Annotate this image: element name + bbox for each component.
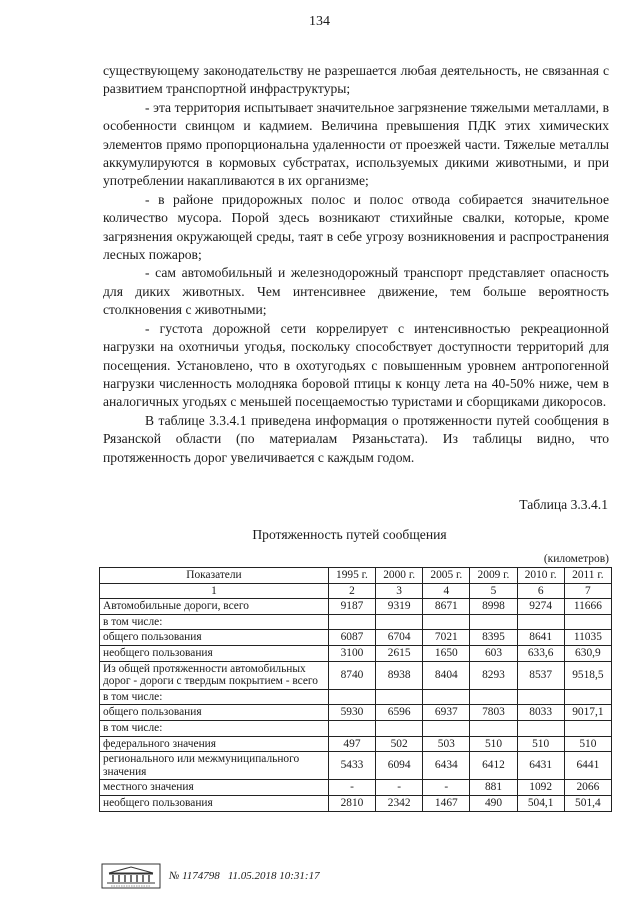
footer-doc-number: № 1174798: [169, 870, 220, 882]
value-cell: [517, 614, 564, 630]
value-cell: 633,6: [517, 645, 564, 661]
value-cell: 6441: [564, 752, 611, 780]
row-label-cell: общего пользования: [100, 705, 329, 721]
value-cell: 510: [470, 736, 517, 752]
table-row: [100, 645, 612, 661]
value-cell: 6704: [376, 630, 423, 646]
index-cell: 5: [470, 583, 517, 599]
value-cell: 490: [470, 795, 517, 811]
table-row: [100, 661, 612, 689]
value-cell: [517, 689, 564, 705]
value-cell: [470, 614, 517, 630]
value-cell: 9187: [328, 599, 375, 615]
value-cell: 6596: [376, 705, 423, 721]
row-label-cell: в том числе:: [100, 720, 329, 736]
table-row: [100, 752, 612, 780]
row-label-cell: местного значения: [100, 780, 329, 796]
footer-timestamp: 11.05.2018 10:31:17: [227, 870, 320, 882]
value-cell: 2810: [328, 795, 375, 811]
value-cell: [328, 689, 375, 705]
row-label-cell: регионального или межмуниципального значения: [100, 752, 329, 780]
value-cell: 8998: [470, 599, 517, 615]
row-label-cell: Из общей протяженности автомобильных дорог - дороги с твердым покрытием - всего: [100, 661, 329, 689]
table-row: [100, 736, 612, 752]
table-title: Протяженность путей сообщения: [252, 527, 447, 542]
value-cell: 6937: [423, 705, 470, 721]
value-cell: 497: [328, 736, 375, 752]
value-cell: 9319: [376, 599, 423, 615]
value-cell: [423, 720, 470, 736]
header-year: 2000 г.: [376, 568, 423, 584]
value-cell: 9017,1: [564, 705, 611, 721]
row-label-cell: необщего пользования: [100, 795, 329, 811]
row-label-cell: в том числе:: [100, 614, 329, 630]
table-row: [100, 720, 612, 736]
value-cell: 8641: [517, 630, 564, 646]
value-cell: 603: [470, 645, 517, 661]
header-indicator: Показатели: [100, 568, 329, 584]
header-year: 2009 г.: [470, 568, 517, 584]
value-cell: 503: [423, 736, 470, 752]
table-label: Таблица 3.3.4.1: [519, 497, 608, 512]
paragraph: - эта территория испытывает значительное загрязнение тяжелыми металлами, в особенности свинцом и кадмием. Величина превышения ПДК этих химических элементов прямо пропорциональна удаленности от проезжей части. Тяжелые металлы аккумулируются в кормовых субстратах, используемых дикими животными, и при употреблении накапливаются в их организме;: [103, 99, 609, 189]
header-year: 2010 г.: [517, 568, 564, 584]
row-label-cell: федерального значения: [100, 736, 329, 752]
value-cell: 510: [517, 736, 564, 752]
value-cell: 2342: [376, 795, 423, 811]
page-number: 134: [309, 14, 330, 29]
table-row: [100, 599, 612, 615]
value-cell: 9518,5: [564, 661, 611, 689]
value-cell: 9274: [517, 599, 564, 615]
value-cell: 3100: [328, 645, 375, 661]
row-label-cell: необщего пользования: [100, 645, 329, 661]
value-cell: 1092: [517, 780, 564, 796]
value-cell: 8033: [517, 705, 564, 721]
table-row: [100, 705, 612, 721]
index-cell: 2: [328, 583, 375, 599]
value-cell: [328, 614, 375, 630]
table-units: (километров): [543, 553, 609, 565]
value-cell: 8537: [517, 661, 564, 689]
index-cell: 3: [376, 583, 423, 599]
table-header-row: [100, 568, 612, 584]
value-cell: 8671: [423, 599, 470, 615]
value-cell: [328, 720, 375, 736]
paragraph: - сам автомобильный и железнодорожный транспорт представляет опасность для диких животных. Чем интенсивнее движение, тем больше вероятность столкновения с животными;: [103, 265, 609, 318]
value-cell: 2066: [564, 780, 611, 796]
value-cell: [423, 614, 470, 630]
value-cell: -: [376, 780, 423, 796]
value-cell: 6094: [376, 752, 423, 780]
value-cell: 11666: [564, 599, 611, 615]
value-cell: 7803: [470, 705, 517, 721]
value-cell: [517, 720, 564, 736]
index-cell: 4: [423, 583, 470, 599]
value-cell: -: [423, 780, 470, 796]
government-building-stamp-icon: [101, 863, 161, 889]
header-year: 2011 г.: [564, 568, 611, 584]
value-cell: 8404: [423, 661, 470, 689]
index-cell: 6: [517, 583, 564, 599]
value-cell: 8395: [470, 630, 517, 646]
value-cell: [423, 689, 470, 705]
header-year: 1995 г.: [328, 568, 375, 584]
value-cell: 2615: [376, 645, 423, 661]
value-cell: [564, 689, 611, 705]
row-label-cell: в том числе:: [100, 689, 329, 705]
table-row: [100, 795, 612, 811]
value-cell: 630,9: [564, 645, 611, 661]
value-cell: 6434: [423, 752, 470, 780]
value-cell: [376, 689, 423, 705]
value-cell: [376, 614, 423, 630]
value-cell: 881: [470, 780, 517, 796]
value-cell: 502: [376, 736, 423, 752]
table-index-row: [100, 583, 612, 599]
value-cell: 6412: [470, 752, 517, 780]
value-cell: 501,4: [564, 795, 611, 811]
table-row: [100, 689, 612, 705]
value-cell: [470, 720, 517, 736]
roads-length-table: [99, 567, 612, 812]
paragraph: - в районе придорожных полос и полос отвода собирается значительное количество мусора. Порой здесь возникают стихийные свалки, которые, кроме загрязнения окружающей среды, таят в себе угрозу возникновения и распространения лесных пожаров;: [103, 191, 609, 263]
value-cell: 504,1: [517, 795, 564, 811]
value-cell: 8740: [328, 661, 375, 689]
value-cell: [376, 720, 423, 736]
body-text: [103, 62, 609, 467]
table-row: [100, 630, 612, 646]
value-cell: 5433: [328, 752, 375, 780]
paragraph: - густота дорожной сети коррелирует с интенсивностью рекреационной нагрузки на охотничьи угодья, поскольку способствует доступности территорий для посещения. Установлено, что в охотугодьях с повышенным уровнем антропогенной нагрузки численность молодняка боровой птицы к концу лета на 40-50% ниже, чем в аналогичных угодьях с меньшей посещаемостью туристами и сборщиками дикоросов.: [103, 320, 609, 410]
value-cell: -: [328, 780, 375, 796]
value-cell: 7021: [423, 630, 470, 646]
paragraph: В таблице 3.3.4.1 приведена информация о протяженности путей сообщения в Рязанской области (по материалам Рязаньстата). Из таблицы видно, что протяженность дорог увеличивается с каждым годом.: [103, 412, 609, 465]
value-cell: 8293: [470, 661, 517, 689]
value-cell: [564, 614, 611, 630]
footer: [101, 863, 320, 889]
paragraph: существующему законодательству не разрешается любая деятельность, не связанная с развитием транспортной инфраструктуры;: [103, 63, 609, 97]
index-cell: 1: [100, 583, 329, 599]
header-year: 2005 г.: [423, 568, 470, 584]
value-cell: 5930: [328, 705, 375, 721]
value-cell: [564, 720, 611, 736]
value-cell: 6431: [517, 752, 564, 780]
row-label-cell: Автомобильные дороги, всего: [100, 599, 329, 615]
value-cell: 1467: [423, 795, 470, 811]
table-row: [100, 780, 612, 796]
value-cell: 1650: [423, 645, 470, 661]
index-cell: 7: [564, 583, 611, 599]
value-cell: 510: [564, 736, 611, 752]
table-row: [100, 614, 612, 630]
row-label-cell: общего пользования: [100, 630, 329, 646]
value-cell: [470, 689, 517, 705]
value-cell: 6087: [328, 630, 375, 646]
value-cell: 8938: [376, 661, 423, 689]
value-cell: 11035: [564, 630, 611, 646]
